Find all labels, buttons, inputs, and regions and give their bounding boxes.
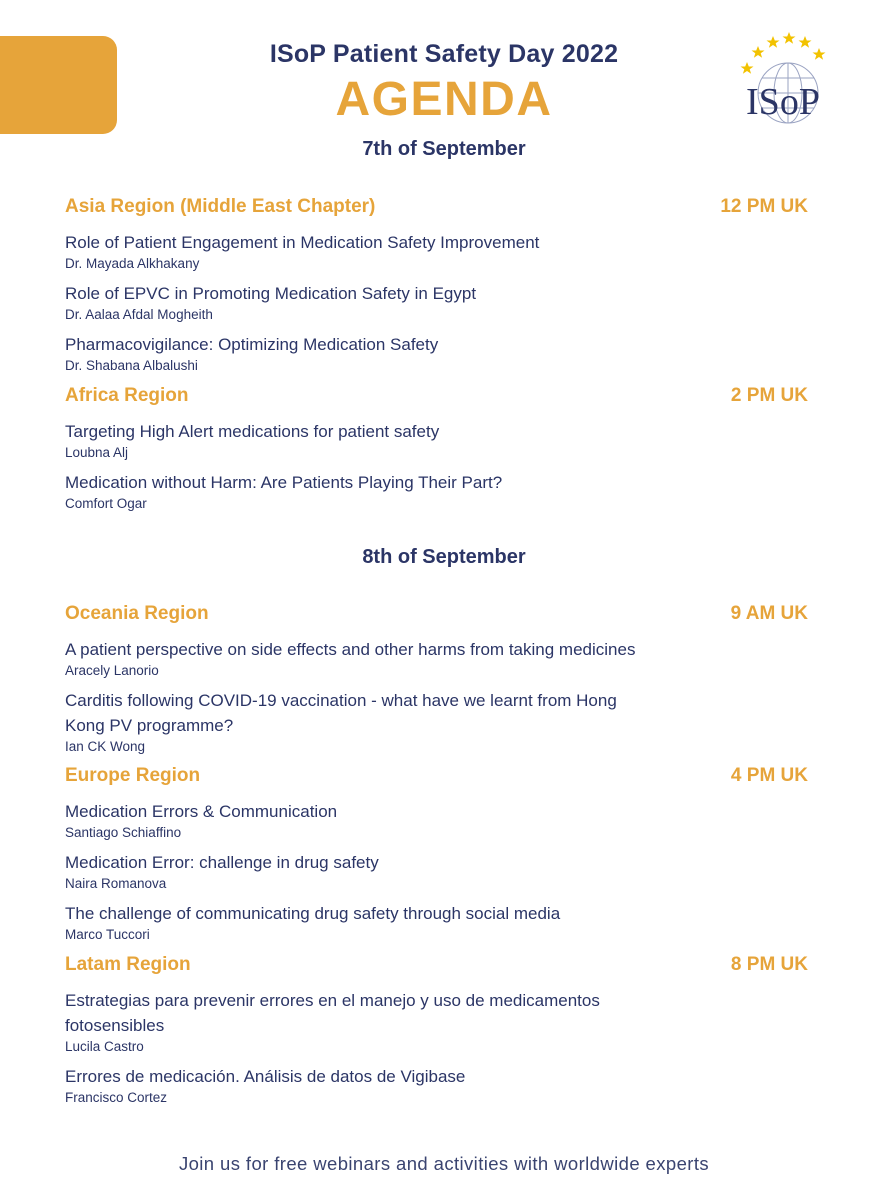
talk-speaker: Comfort Ogar (65, 496, 147, 511)
talk-title: Pharmacovigilance: Optimizing Medication Safety (65, 335, 439, 354)
region-header (65, 765, 808, 791)
region-header (65, 603, 808, 629)
talk-speaker: Loubna Alj (65, 445, 129, 460)
logo-text: ISoP (746, 81, 820, 123)
talk-item (65, 799, 808, 842)
talk-title: Medication Error: challenge in drug safety (65, 853, 379, 872)
region-header (65, 954, 808, 980)
footer-tagline: Join us for free webinars and activities with worldwide experts (178, 1153, 710, 1174)
region-block-africa (65, 385, 808, 513)
talk-title: A patient perspective on side effects and other harms from taking medicines (65, 640, 636, 659)
talk-speaker: Ian CK Wong (65, 739, 146, 754)
region-time: 8 PM UK (730, 954, 808, 975)
region-time: 4 PM UK (730, 765, 808, 786)
talk-speaker: Dr. Shabana Albalushi (65, 358, 198, 373)
talk-item (65, 230, 808, 273)
region-header (65, 196, 808, 222)
talk-speaker: Santiago Schiaffino (65, 825, 182, 840)
talk-speaker: Francisco Cortez (65, 1090, 168, 1105)
talk-item (65, 988, 808, 1056)
star-icon (741, 32, 826, 74)
talk-item (65, 470, 808, 513)
talk-title: Medication Errors & Communication (65, 802, 338, 821)
day-date-heading: 7th of September (362, 138, 526, 160)
talk-title: Errores de medicación. Análisis de datos de Vigibase (65, 1067, 466, 1086)
region-block-latam (65, 954, 808, 1107)
talk-title: The challenge of communicating drug safety through social media (65, 904, 561, 923)
talk-speaker: Lucila Castro (65, 1039, 144, 1054)
talk-item (65, 332, 808, 375)
region-block-oceania (65, 603, 808, 756)
talk-speaker: Naira Romanova (65, 876, 167, 891)
talk-speaker: Dr. Mayada Alkhakany (65, 256, 200, 271)
talk-speaker: Aracely Lanorio (65, 663, 159, 678)
talk-title: Targeting High Alert medications for patient safety (65, 422, 440, 441)
region-time: 9 AM UK (730, 603, 808, 624)
talk-title: Role of Patient Engagement in Medication Safety Improvement (65, 233, 540, 252)
talk-item (65, 637, 808, 680)
region-time: 2 PM UK (730, 385, 808, 406)
talk-speaker: Dr. Aalaa Afdal Mogheith (65, 307, 213, 322)
day-date-heading: 8th of September (362, 546, 526, 568)
region-header (65, 385, 808, 411)
talk-item (65, 281, 808, 324)
talk-title: Estrategias para prevenir errores en el manejo y uso de medicamentos fotosensibles (65, 991, 600, 1035)
talk-title: Carditis following COVID-19 vaccination - what have we learnt from Hong Kong PV programme? (65, 691, 617, 735)
region-block-asia (65, 196, 808, 375)
region-name: Africa Region (65, 385, 189, 406)
region-name: Europe Region (65, 765, 201, 786)
talk-item (65, 901, 808, 944)
talk-item (65, 1064, 808, 1107)
region-block-europe (65, 765, 808, 944)
isop-logo (733, 28, 833, 132)
agenda-title: AGENDA (335, 73, 553, 126)
region-name: Oceania Region (65, 603, 209, 624)
talk-item (65, 419, 808, 462)
talk-speaker: Marco Tuccori (65, 927, 150, 942)
region-name: Asia Region (Middle East Chapter) (65, 196, 376, 217)
talk-item (65, 850, 808, 893)
talk-title: Role of EPVC in Promoting Medication Safety in Egypt (65, 284, 477, 303)
region-name: Latam Region (65, 954, 191, 975)
talk-title: Medication without Harm: Are Patients Playing Their Part? (65, 473, 503, 492)
event-title: ISoP Patient Safety Day 2022 (269, 40, 619, 68)
region-time: 12 PM UK (720, 196, 808, 217)
talk-item (65, 688, 808, 756)
